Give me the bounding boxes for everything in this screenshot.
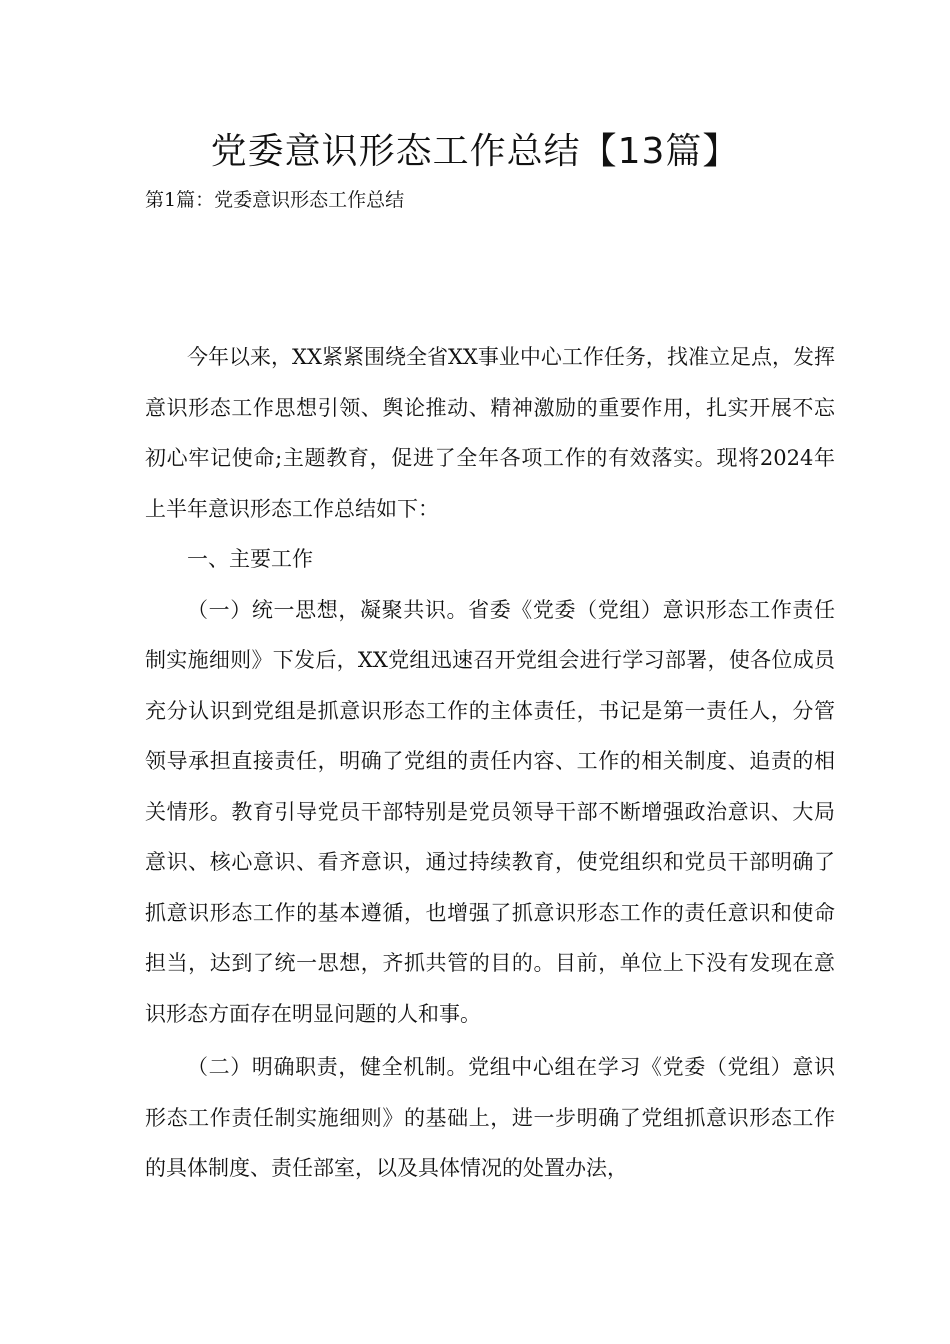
- document-subtitle: 第1篇：党委意识形态工作总结: [145, 189, 405, 211]
- paragraph-clarify-duties: （二）明确职责，健全机制。党组中心组在学习《党委（党组）意识形态工作责任制实施细则》的基础上，进一步明确了党组抓意识形态工作的具体制度、责任部室，以及具体情况的处置办法，: [145, 1055, 835, 1180]
- paragraph-intro: 今年以来，XX紧紧围绕全省XX事业中心工作任务，找准立足点，发挥意识形态工作思想引领、舆论推动、精神激励的重要作用，扎实开展不忘初心牢记使命;主题教育，促进了全年各项工作的有效落实。现将2024年上半年意识形态工作总结如下：: [145, 345, 835, 521]
- document-title: 党委意识形态工作总结【13篇】: [210, 131, 740, 172]
- paragraph-unify-thought: （一）统一思想，凝聚共识。省委《党委（党组）意识形态工作责任制实施细则》下发后，XX党组迅速召开党组会进行学习部署，使各位成员充分认识到党组是抓意识形态工作的主体责任，书记是第一责任人，分管领导承担直接责任，明确了党组的责任内容、工作的相关制度、追责的相关情形。教育引导党员干部特别是党员领导干部不断增强政治意识、大局意识、核心意识、看齐意识，通过持续教育，使党组织和党员干部明确了抓意识形态工作的基本遵循，也增强了抓意识形态工作的责任意识和使命担当，达到了统一思想，齐抓共管的目的。目前，单位上下没有发现在意识形态方面存在明显问题的人和事。: [145, 597, 835, 1026]
- section-heading-main-work: 一、主要工作: [187, 547, 313, 571]
- document-body: [145, 332, 835, 1194]
